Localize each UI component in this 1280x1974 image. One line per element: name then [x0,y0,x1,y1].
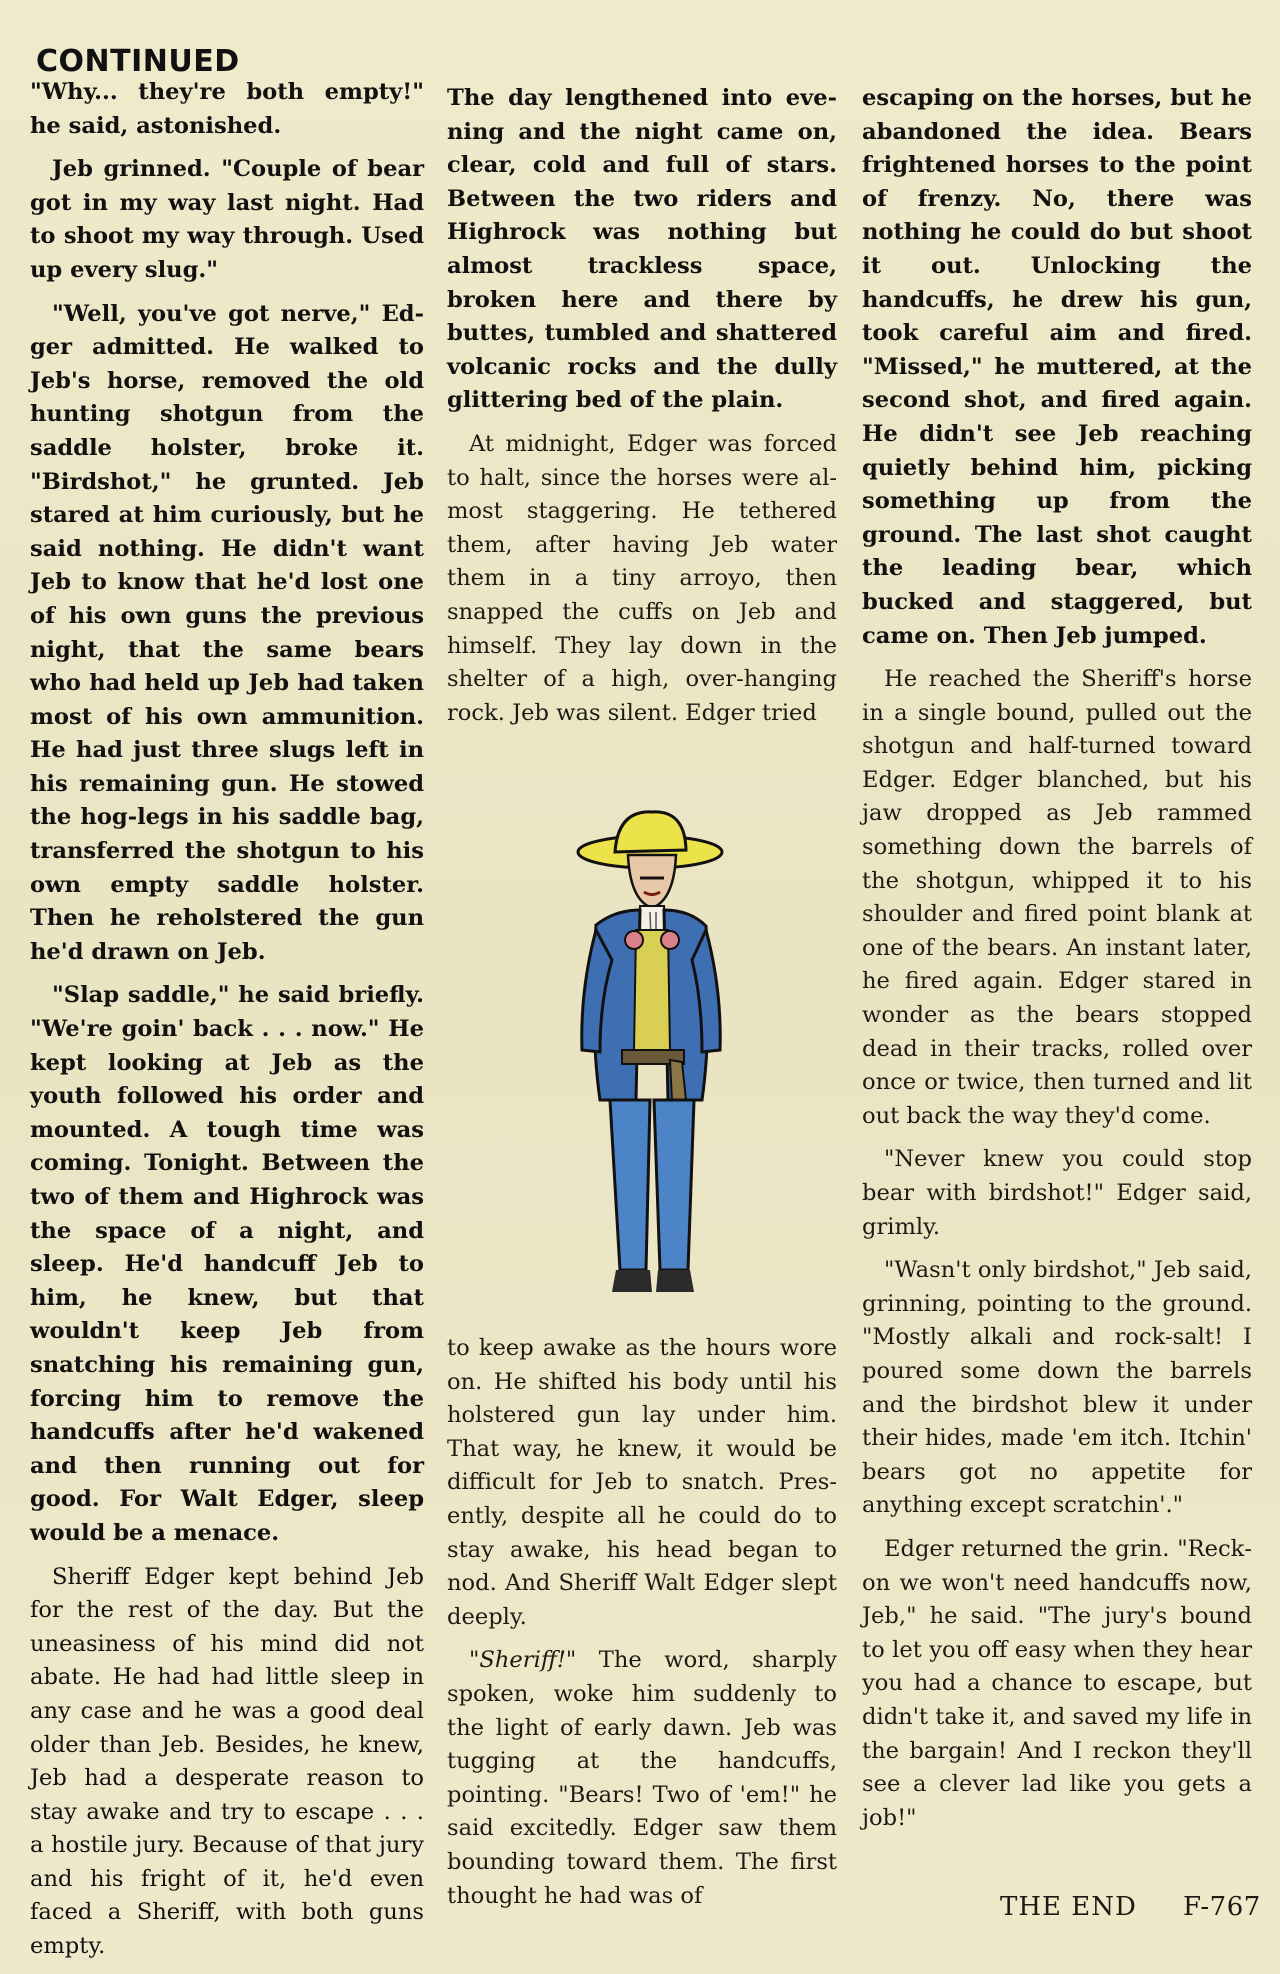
paragraph: escaping on the horses, but he abandoned the idea. Bears frightened horses to the point of frenzy. No, there was nothing he could do but shoot it out. Unlocking the handcuffs, he drew his gun, took careful aim and fired. "Missed," he muttered, at the second shot, and fired again. He didn't see Jeb reaching quietly behind him, picking something up from the ground. The last shot caught the leading bear, which bucked and staggered, but came on. Then Jeb jumped. [862,85,1252,649]
page-code: F-767 [1183,1892,1261,1922]
paragraph: "Slap saddle," he said briefly. "We're goin' back . . . now." He kept looking at Jeb as the youth followed his order and mounted. A tough time was coming. Tonight. Between the two of them and Highrock was the space of a night, and sleep. He'd handcuff Jeb to him, he knew, but that wouldn't keep Jeb from snatching his remaining gun, forcing him to remove the handcuffs after he'd wakened and then running out for good. For Walt Edger, sleep would be a menace. [30,982,424,1546]
paragraph: Jeb grinned. "Couple of bear got in my way last night. Had to shoot my way through. Used up every slug." [30,156,424,283]
paragraph: At midnight, Edger was forced to halt, since the horses were almost staggering. He tethered them, after having Jeb water them in a tiny arroyo, then snapped the cuffs on Jeb and himself. They lay down in the shelter of a high, over-hanging rock. Jeb was silent. Edger tried [447,430,837,726]
paragraph: "Why... they're both empty!" he said, astonished. [30,79,424,139]
paragraph: He reached the Sheriff's horse in a single bound, pulled out the shotgun and half-turned toward Edger. Edger blanched, but his jaw dropped as Jeb rammed something down the barrels of the shotgun, whipped it to his shoulder and fired point blank at one of the bears. An instant later, he fired again. Edger stared in wonder as the bears stopped dead in their tracks, rolled over once or twice, then turned and lit out back the way they'd come. [862,666,1252,1129]
text-column-1 [30,76,424,1974]
text-column-3 [862,82,1252,1835]
paragraph: "Wasn't only birdshot," Jeb said, grinning, pointing to the ground. "Mostly alkali and rock-salt! I poured some down the barrels and the birdshot blew it under their hides, made 'em itch. Itchin' bears got no appetite for anything except scratchin'." [862,1257,1252,1519]
paragraph: "Well, you've got nerve," Edger admitted. He walked to Jeb's horse, removed the old hunting shotgun from the saddle holster, broke it. "Birdshot," he grunted. Jeb stared at him curiously, but he said nothing. He didn't want Jeb to know that he'd lost one of his own guns the previous night, that the same bears who had held up Jeb had taken most of his own ammunition. He had just three slugs left in his remaining gun. He stowed the hog-legs in his saddle bag, transferred the shotgun to his own empty saddle holster. Then he reholstered the gun he'd drawn on Jeb. [30,300,424,965]
paragraph: Sheriff Edger kept behind Jeb for the rest of the day. But the uneasiness of his mind did not abate. He had had little sleep in any case and he was a good deal older than Jeb. Besides, he knew, Jeb had a desperate reason to stay awake and try to escape . . . a hostile jury. Because of that jury and his fright of it, he'd even faced a Sheriff, with both guns empty. [30,1563,424,1960]
continued-header: CONTINUED [36,44,240,79]
paragraph-rest: The word, sharply spoken, woke him suddenly to the light of early dawn. Jeb was tugging at the handcuffs, pointing. "Bears! Two of 'em!" he said excitedly. Edger saw them bounding toward them. The first thought he had was of [447,1647,837,1909]
paragraph: Edger returned the grin. "Reckon we won't need handcuffs now, Jeb," he said. "The jury's bound to let you off easy when they hear you had a chance to escape, but didn't take it, and saved my life in the bargain! And I reckon they'll see a clever lad like you gets a job!" [862,1535,1252,1831]
paragraph: to keep awake as the hours wore on. He shifted his body until his holstered gun lay under him. That way, he knew, it would be difficult for Jeb to snatch. Presently, despite all he could do to stay awake, his head began to nod. And Sheriff Walt Edger slept deeply. [447,1335,837,1630]
text-column-2-bottom [447,1332,837,1913]
sheriff-call: "Sheriff!" [469,1647,577,1674]
paragraph [447,1644,837,1913]
text-column-2-top [447,82,837,740]
cowboy-sheriff-illustration [560,800,760,1300]
paragraph: The day lengthened into evening and the night came on, clear, cold and full of stars. Between the two riders and Highrock was nothing but almost trackless space, broken here and there by buttes, tumbled and shattered volcanic rocks and the dully glittering bed of the plain. [447,85,837,414]
sheriff-figure-icon [560,800,760,1300]
paragraph: "Never knew you could stop bear with birdshot!" Edger said, grimly. [862,1146,1252,1240]
the-end-label: THE END [1000,1892,1137,1922]
